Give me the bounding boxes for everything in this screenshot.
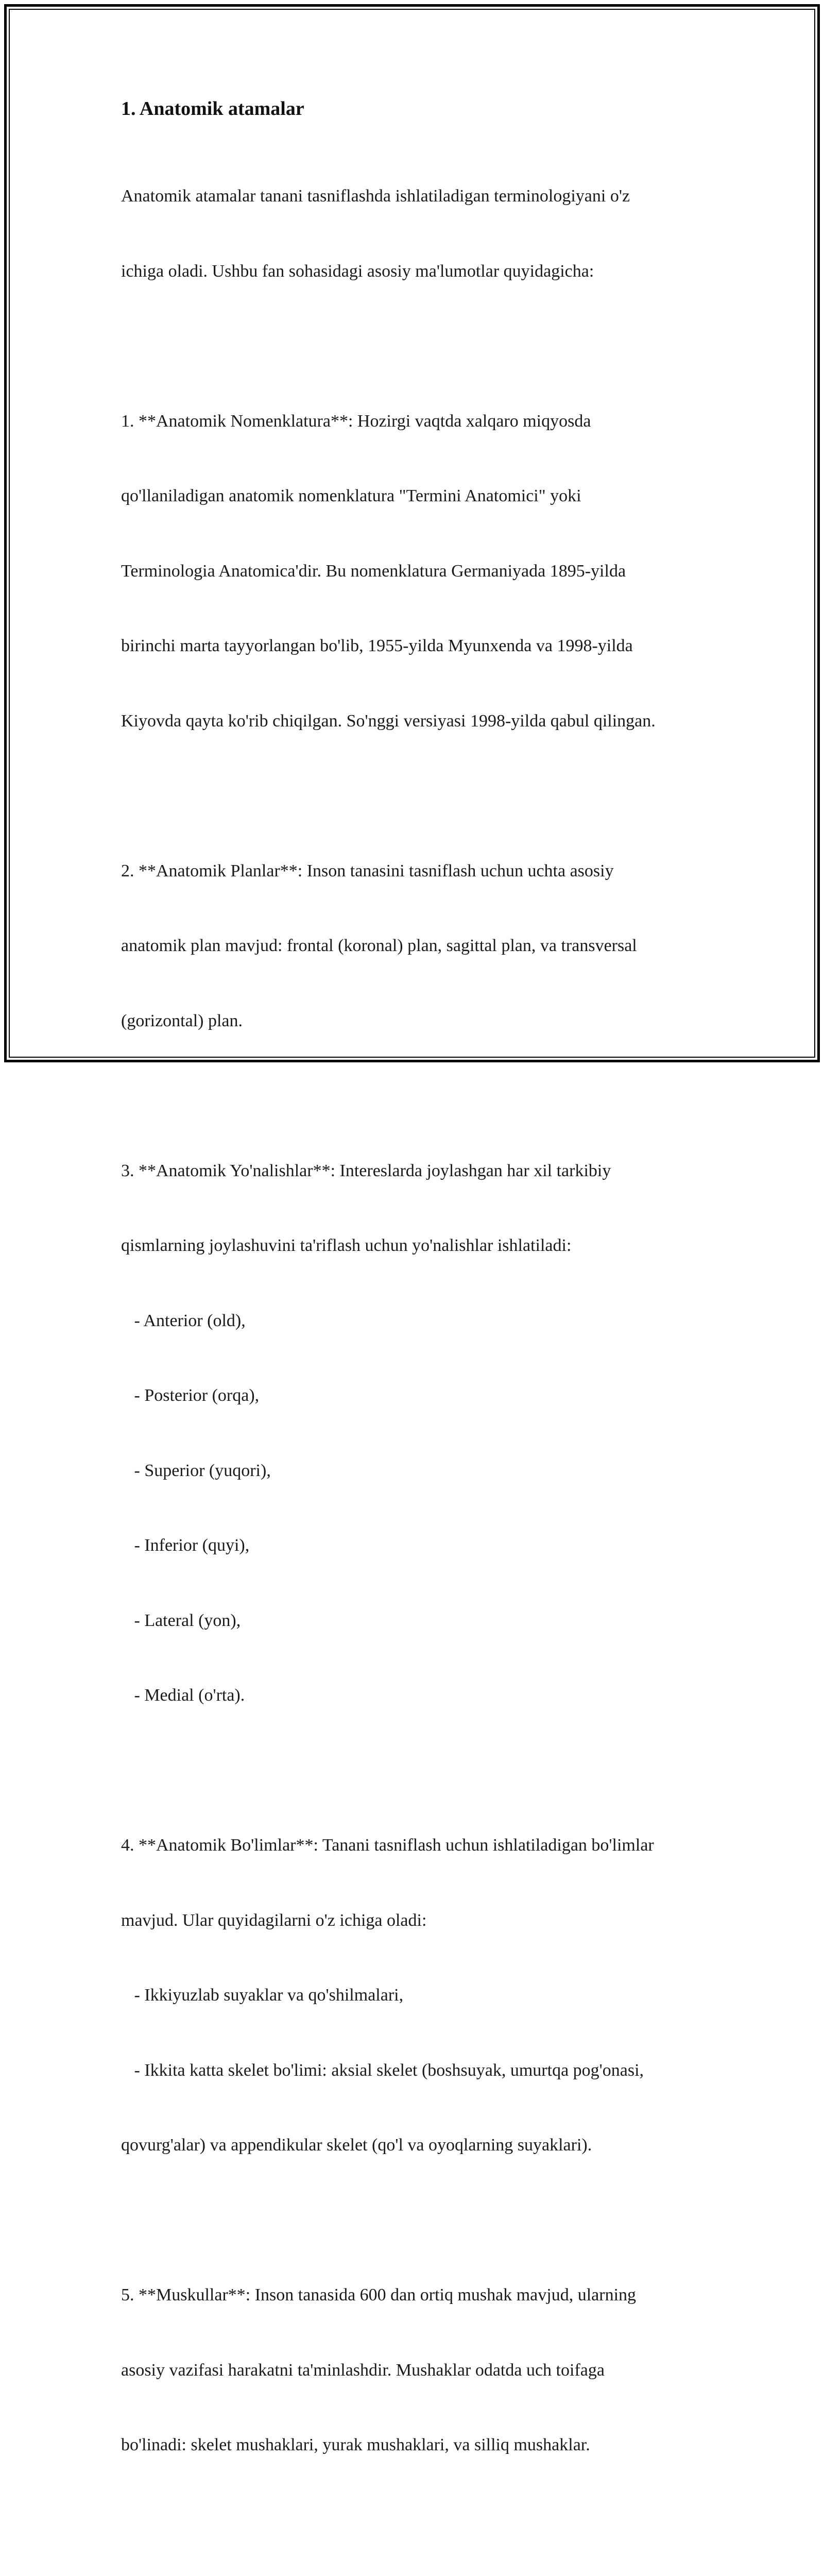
section-nomenklatura [121,359,703,784]
section-organs [121,2533,703,2576]
list-item: - Posterior (orqa), [121,1386,260,1405]
intro-paragraph [121,134,703,334]
text-line: ichiga oladi. Ushbu fan sohasidagi asosiy ma'lumotlar quyidagicha: [121,261,594,281]
paragraph-gap [121,2208,703,2233]
text-line: Terminologia Anatomica'dir. Bu nomenklatura Germaniyada 1895-yilda [121,561,626,581]
text-line: Anatomik atamalar tanani tasniflashda ishlatiladigan terminologiyani o'z [121,187,630,206]
section-bolimlar [121,1783,703,2208]
text-line: anatomik plan mavjud: frontal (koronal) plan, sagittal plan, va transversal [121,936,637,955]
text-line: birinchi marta tayyorlangan bo'lib, 1955-yilda Myunxenda va 1998-yilda [121,636,633,655]
document-body [121,96,703,2576]
paragraph-gap [121,2508,703,2533]
text-line: bo'linadi: skelet mushaklari, yurak mushaklari, va silliq mushaklar. [121,2435,590,2454]
text-line: 3. **Anatomik Yo'nalishlar**: Intereslarda joylashgan har xil tarkibiy [121,1161,611,1180]
list-item: - Superior (yuqori), [121,1461,271,1480]
list-item: - Ikkita katta skelet bo'limi: aksial skelet (boshsuyak, umurtqa pog'onasi, [121,2060,644,2080]
text-line: (gorizontal) plan. [121,1011,243,1030]
paragraph-gap [121,1758,703,1784]
paragraph-gap [121,334,703,359]
document-title: 1. Anatomik atamalar [121,98,304,120]
text-line: asosiy vazifasi harakatni ta'minlashdir. Mushaklar odatda uch toifaga [121,2360,605,2380]
section-planlar [121,809,703,1084]
text-line: qovurg'alar) va appendikular skelet (qo'l va oyoqlarning suyaklari). [121,2136,592,2155]
text-line: Kiyovda qayta ko'rib chiqilgan. So'nggi versiyasi 1998-yilda qabul qilingan. [121,711,656,731]
text-line: mavjud. Ular quyidagilarni o'z ichiga oladi: [121,1910,427,1930]
text-line: qo'llaniladigan anatomik nomenklatura "Termini Anatomici" yoki [121,486,581,505]
list-item: - Anterior (old), [121,1311,246,1330]
text-line: qismlarning joylashuvini ta'riflash uchun yo'nalishlar ishlatiladi: [121,1236,572,1255]
text-line: 5. **Muskullar**: Inson tanasida 600 dan ortiq mushak mavjud, ularning [121,2285,637,2304]
list-item: - Inferior (quyi), [121,1536,250,1555]
list-item: - Lateral (yon), [121,1611,241,1630]
paragraph-gap [121,784,703,809]
text-line: 1. **Anatomik Nomenklatura**: Hozirgi vaqtda xalqaro miqyosda [121,411,591,431]
text-line: 2. **Anatomik Planlar**: Inson tanasini tasniflash uchun uchta asosiy [121,861,614,880]
list-item: - Ikkiyuzlab suyaklar va qo'shilmalari, [121,1986,404,2005]
section-yonalishlar [121,1109,703,1758]
paragraph-gap [121,1083,703,1109]
text-line: 4. **Anatomik Bo'limlar**: Tanani tasniflash uchun ishlatiladigan bo'limlar [121,1836,654,1855]
section-muskullar [121,2233,703,2508]
list-item: - Medial (o'rta). [121,1686,245,1705]
